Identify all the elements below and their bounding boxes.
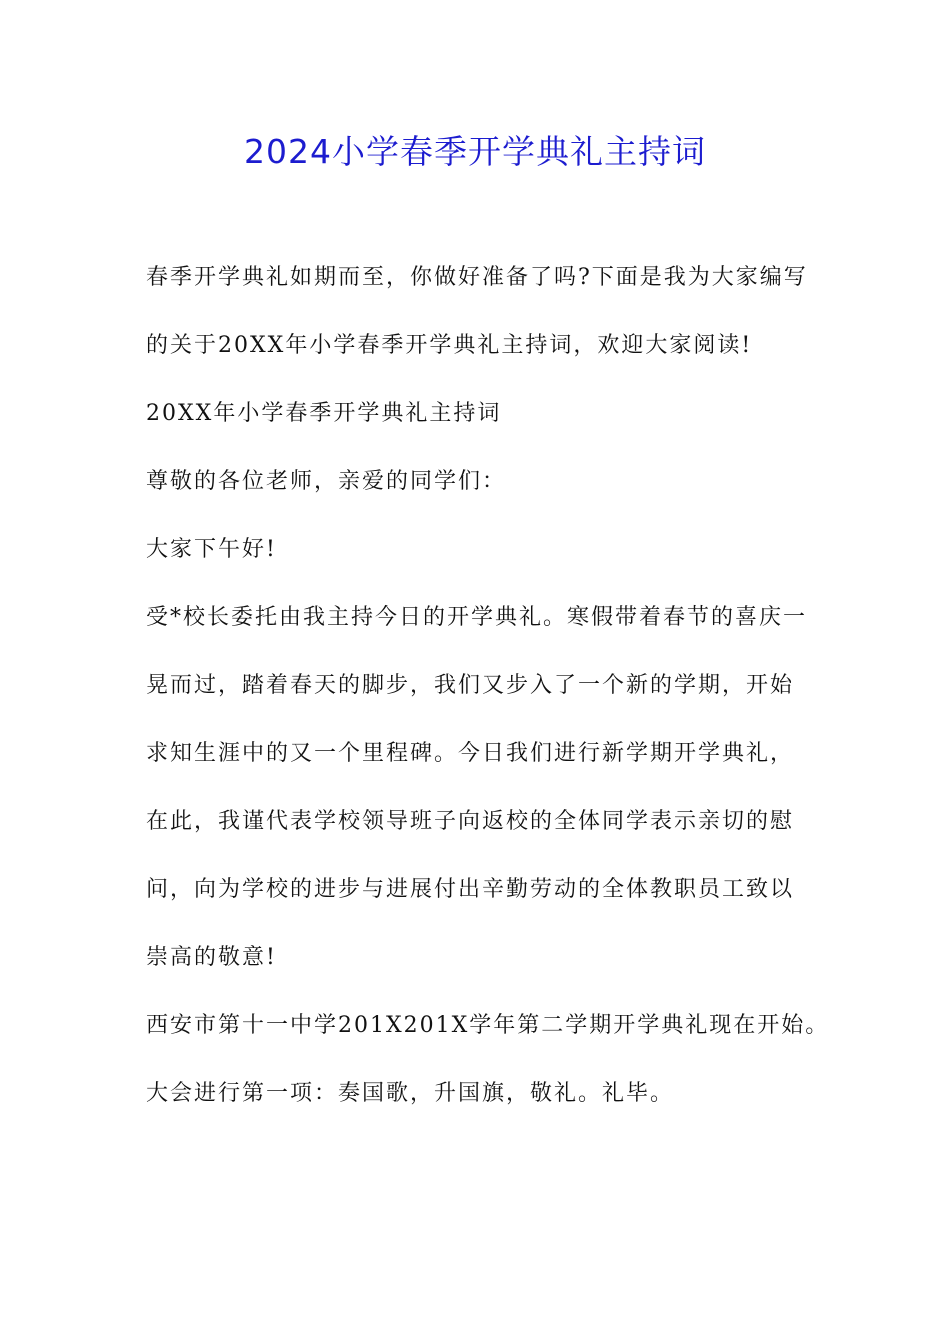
document-title: 2024小学春季开学典礼主持词: [244, 132, 706, 171]
body-line: 的关于20XX年小学春季开学典礼主持词，欢迎大家阅读!: [146, 333, 753, 358]
body-line: 求知生涯中的又一个里程碑。今日我们进行新学期开学典礼，: [146, 741, 795, 766]
body-line: 在此，我谨代表学校领导班子向返校的全体同学表示亲切的慰: [146, 809, 795, 834]
body-line: 西安市第十一中学201X201X学年第二学期开学典礼现在开始。: [146, 1013, 830, 1038]
body-line: 春季开学典礼如期而至，你做好准备了吗?下面是我为大家编写: [146, 265, 808, 290]
greeting: 大家下午好!: [146, 537, 277, 562]
body-line: 崇高的敬意!: [146, 945, 277, 970]
section-heading: 20XX年小学春季开学典礼主持词: [146, 401, 502, 426]
salutation: 尊敬的各位老师，亲爱的同学们：: [146, 469, 507, 494]
body-line: 晃而过，踏着春天的脚步，我们又步入了一个新的学期，开始: [146, 673, 795, 698]
document-body: [146, 262, 830, 1146]
body-line: 问，向为学校的进步与进展付出辛勤劳动的全体教职员工致以: [146, 877, 795, 902]
body-line: 受*校长委托由我主持今日的开学典礼。寒假带着春节的喜庆一: [146, 605, 808, 630]
body-line: 大会进行第一项：奏国歌，升国旗，敬礼。礼毕。: [146, 1081, 675, 1106]
